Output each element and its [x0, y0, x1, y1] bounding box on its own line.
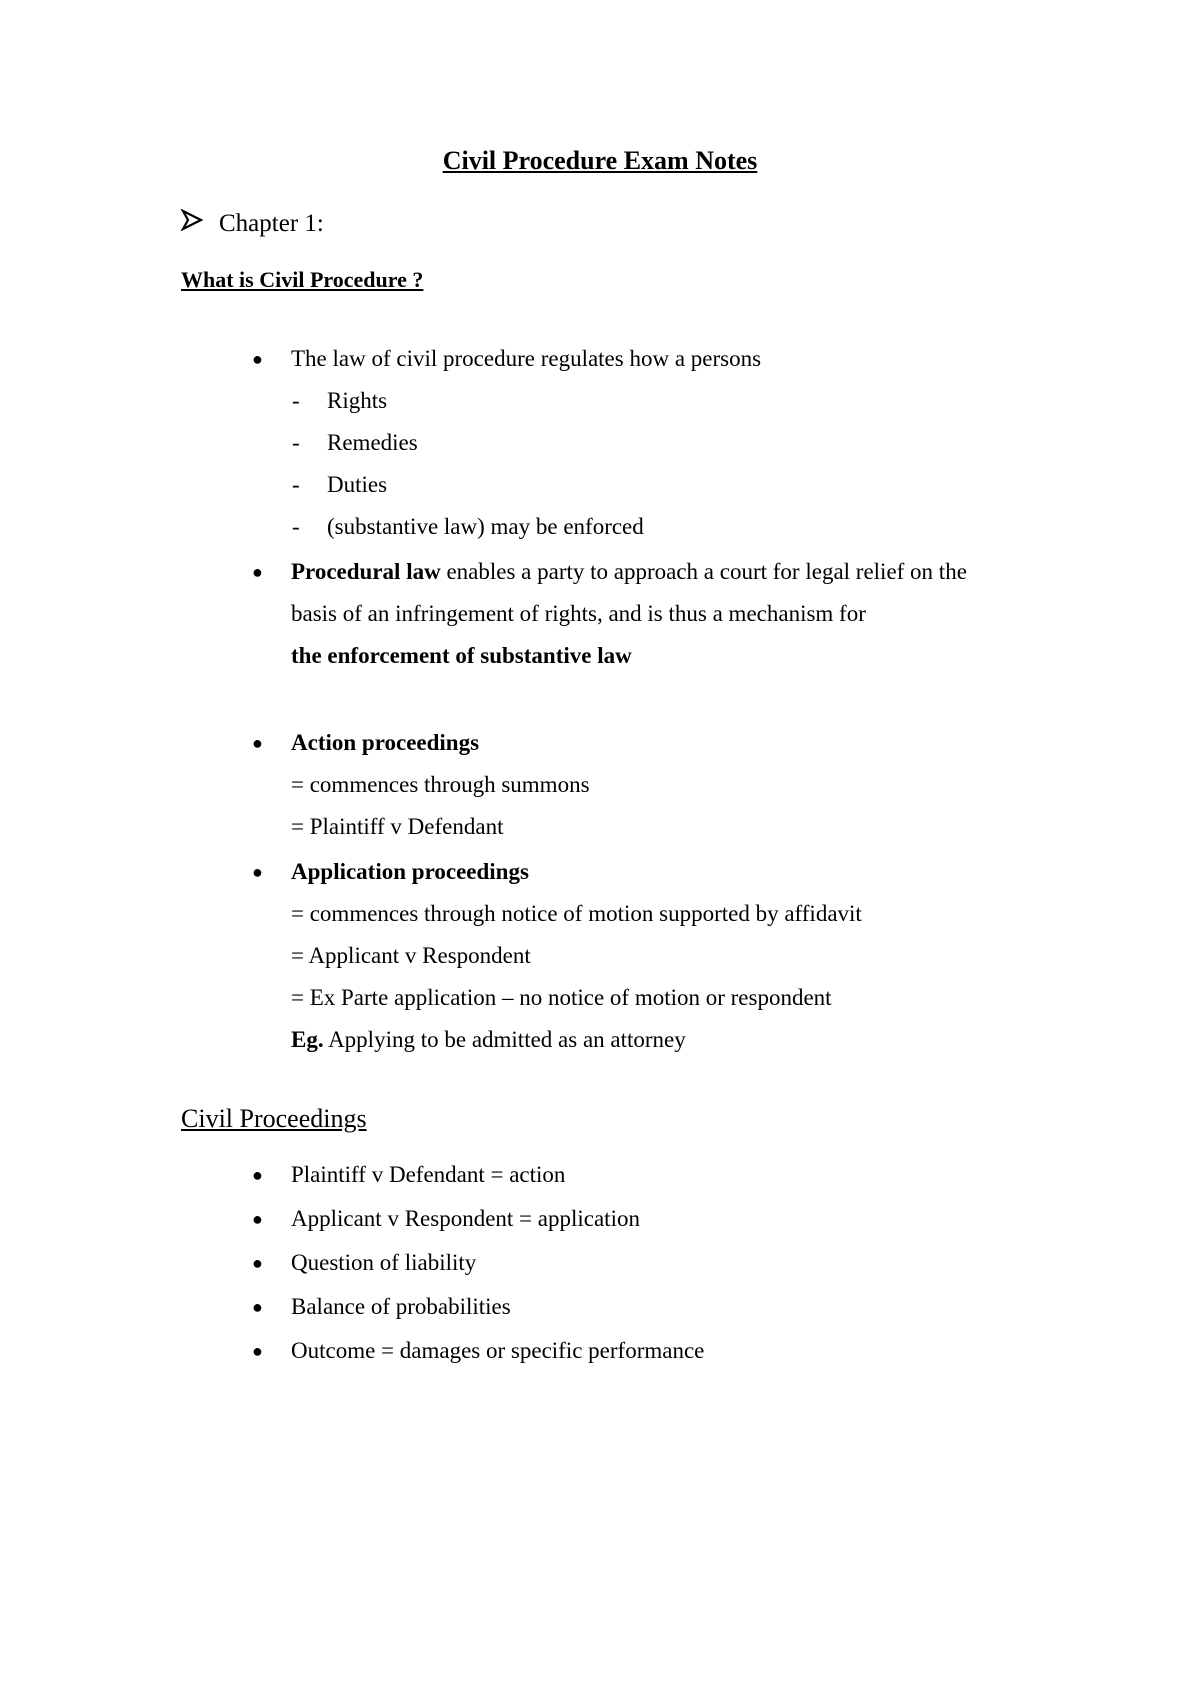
bullet-line: = Applicant v Respondent — [291, 943, 531, 968]
example-label: Eg. — [291, 1027, 324, 1052]
section-heading-what-is-civil-procedure: What is Civil Procedure ? — [181, 267, 424, 292]
bullet-text-procedural-law — [291, 560, 967, 583]
sub-item-remedies: Remedies — [327, 430, 418, 455]
sub-item-duties: Duties — [327, 472, 388, 497]
bullet-text: enables a party to approach a court for legal relief on the — [440, 559, 967, 584]
bullet-icon: ● — [252, 349, 263, 369]
bullet-line: = Ex Parte application – no notice of motion or respondent — [291, 985, 832, 1010]
bullet-line: = commences through notice of motion supported by affidavit — [291, 901, 862, 926]
dash-icon: - — [292, 388, 300, 413]
list-item: Applicant v Respondent = application — [291, 1206, 640, 1231]
bullet-icon: ● — [252, 733, 263, 753]
chapter-heading: Chapter 1: — [219, 210, 324, 237]
page-title: Civil Procedure Exam Notes — [442, 146, 758, 175]
list-item: Question of liability — [291, 1250, 477, 1275]
bullet-line: = Plaintiff v Defendant — [291, 814, 504, 839]
sub-item-rights: Rights — [327, 388, 388, 413]
bullet-icon: ● — [252, 862, 263, 882]
bullet-icon: ● — [252, 1341, 263, 1361]
bullet-heading-application-proceedings: Application proceedings — [291, 859, 529, 884]
bullet-heading-action-proceedings: Action proceedings — [291, 730, 480, 755]
bullet-icon: ● — [252, 1253, 263, 1273]
bullet-icon: ● — [252, 1209, 263, 1229]
sub-item-substantive-law: (substantive law) may be enforced — [327, 514, 644, 539]
dash-icon: - — [292, 514, 300, 539]
dash-icon: - — [292, 430, 300, 455]
bold-term: Procedural law — [291, 559, 441, 584]
bullet-line: = commences through summons — [291, 772, 590, 797]
section-heading-civil-proceedings: Civil Proceedings — [181, 1104, 367, 1133]
bullet-text-bold-line: the enforcement of substantive law — [291, 643, 632, 668]
bullet-text: The law of civil procedure regulates how a persons — [291, 346, 762, 371]
list-item: Plaintiff v Defendant = action — [291, 1162, 566, 1187]
list-item: Balance of probabilities — [291, 1294, 511, 1319]
example-text: Applying to be admitted as an attorney — [323, 1027, 686, 1052]
bullet-icon: ● — [252, 562, 263, 582]
dash-icon: - — [292, 472, 300, 497]
bullet-text-continued: basis of an infringement of rights, and is thus a mechanism for — [291, 601, 866, 626]
bullet-icon: ● — [252, 1165, 263, 1185]
list-item: Outcome = damages or specific performance — [291, 1338, 705, 1363]
arrow-bullet-icon — [181, 209, 203, 236]
arrow-bullet-icon-svg — [181, 209, 203, 231]
example-line — [291, 1028, 686, 1051]
bullet-icon: ● — [252, 1297, 263, 1317]
